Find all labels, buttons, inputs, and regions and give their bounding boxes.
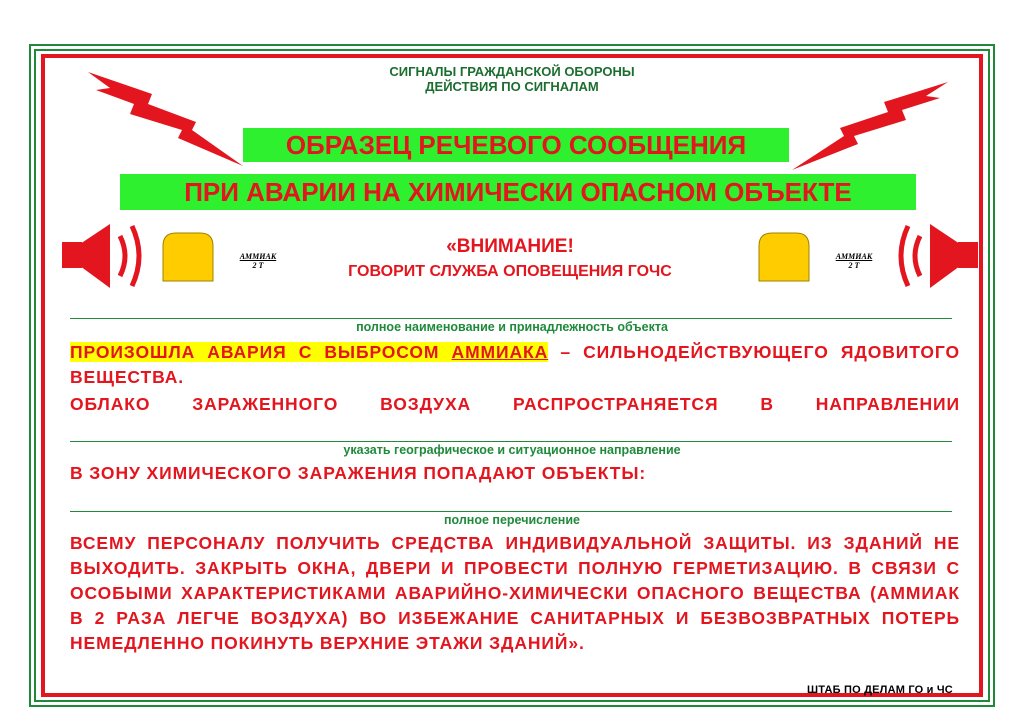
loudspeaker-right-icon [884,218,980,298]
accident-text [70,340,960,390]
ammonia-tank-left-icon [162,232,214,282]
caption-listing: полное перечисление [443,513,580,527]
attention-block [230,236,790,282]
footer-signature: ШТАБ ПО ДЕЛАМ ГО и ЧС [807,684,953,696]
substance-name: АММИАКА [451,342,549,362]
lightning-left-icon [88,70,248,170]
accident-prefix: ПРОИЗОШЛА АВАРИЯ С ВЫБРОСОМ [70,342,452,362]
object-name-line [70,318,952,319]
tank-label-left-amount: 2 Т [252,261,264,270]
zone-text: В ЗОНУ ХИМИЧЕСКОГО ЗАРАЖЕНИЯ ПОПАДАЮТ ОБЪЕКТЫ: [70,463,647,483]
caption-object: полное наименование и принадлежность объекта [356,320,668,334]
subtitle-banner: ПРИ АВАРИИ НА ХИМИЧЕСКИ ОПАСНОМ ОБЪЕКТЕ [120,174,916,210]
tank-label-right-substance: АММИАК [835,252,873,261]
listing-line [70,511,952,512]
title-banner: ОБРАЗЕЦ РЕЧЕВОГО СООБЩЕНИЯ [243,128,789,162]
tank-label-right-amount: 2 Т [848,261,860,270]
caption-direction: указать географическое и ситуационное направление [343,443,681,457]
tank-label-right [824,252,884,270]
accident-highlight [70,342,548,362]
loudspeaker-left-icon [60,218,156,298]
direction-line [70,441,952,442]
cloud-text: ОБЛАКО ЗАРАЖЕННОГО ВОЗДУХА РАСПРОСТРАНЯЕТСЯ В НАПРАВЛЕНИИ [70,394,960,414]
attention-line-1: «ВНИМАНИЕ! [446,236,574,257]
tank-label-left-substance: АММИАК [239,252,277,261]
attention-line-2: ГОВОРИТ СЛУЖБА ОПОВЕЩЕНИЯ ГОЧС [348,263,672,280]
header-line-1: СИГНАЛЫ ГРАЖДАНСКОЙ ОБОРОНЫ [389,64,635,79]
header-line-2: ДЕЙСТВИЯ ПО СИГНАЛАМ [425,79,599,94]
instructions-text: ВСЕМУ ПЕРСОНАЛУ ПОЛУЧИТЬ СРЕДСТВА ИНДИВИДУАЛЬНОЙ ЗАЩИТЫ. ИЗ ЗДАНИЙ НЕ ВЫХОДИТЬ. ЗАКРЫТЬ ОКНА, ДВЕРИ И ПРОВЕСТИ ПОЛНУЮ ГЕРМЕТИЗАЦИЮ. В СВЯЗИ С ОСОБЫМИ ХАРАКТЕРИСТИКАМИ АВАРИЙНО-ХИМИЧЕСКИ ОПАСНОГО ВЕЩЕСТВА (АММИАК В 2 РАЗА ЛЕГЧЕ ВОЗДУХА) ВО ИЗБЕЖАНИЕ САНИТАРНЫХ И БЕЗВОЗВРАТНЫХ ПОТЕРЬ НЕМЕДЛЕННО ПОКИНУТЬ ВЕРХНИЕ ЭТАЖИ ЗДАНИЙ». [70,533,960,653]
accident-rest: – СИЛЬНОДЕЙСТВУЮЩЕГО ЯДОВИТОГО ВЕЩЕСТВА. [70,342,960,387]
lightning-right-icon [790,80,950,172]
